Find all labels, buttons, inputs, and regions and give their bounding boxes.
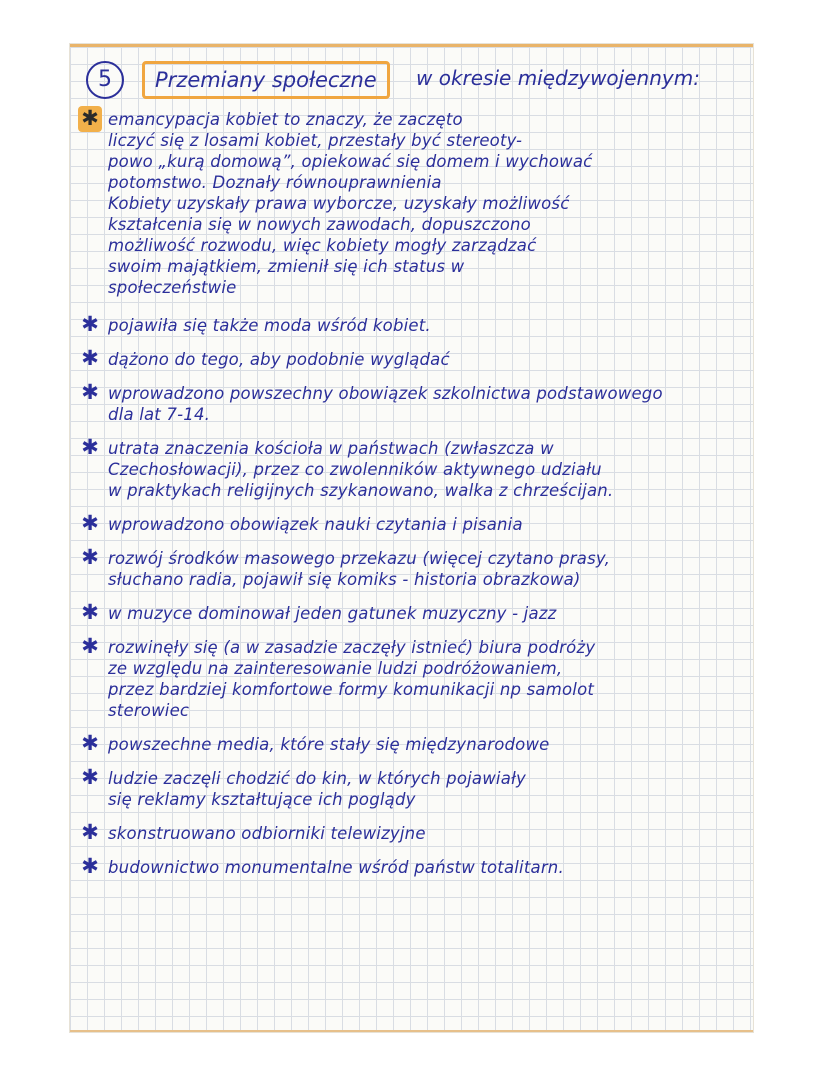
list-item [76,820,746,844]
asterisk-bullet-icon: ✱ [81,435,99,459]
asterisk-bullet-icon: ✱ [81,634,99,658]
asterisk-bullet-icon: ✱ [81,600,99,624]
list-item [76,765,746,810]
list-item [76,731,746,755]
list-item [76,634,746,721]
list-item [76,600,746,624]
list-item [76,854,746,878]
list-item-text: utrata znaczenia kościoła w państwach (zwłaszcza w Czechosłowacji), przez co zwolenników aktywnego udziału w praktykach religijnych szykanowano, walka z chrześcijan. [108,439,614,500]
list-item-text: powszechne media, które stały się międzynarodowe [108,735,550,754]
section-number: 5 [86,61,124,99]
list-item-text: dążono do tego, aby podobnie wyglądać [108,350,450,369]
asterisk-bullet-icon: ✱ [81,545,99,569]
asterisk-bullet-icon: ✱ [81,312,99,336]
list-item-text: pojawiła się także moda wśród kobiet. [108,316,431,335]
notes-list [76,106,746,891]
asterisk-bullet-icon: ✱ [81,820,99,844]
title-continuation: w okresie międzywojennym: [416,66,700,90]
list-item-text: w muzyce dominował jeden gatunek muzyczny - jazz [108,604,557,623]
list-item-text: wprowadzono obowiązek nauki czytania i pisania [108,515,523,534]
page-header [86,61,746,107]
list-item [76,545,746,590]
list-item [76,106,746,298]
asterisk-bullet-icon: ✱ [81,765,99,789]
asterisk-bullet-icon: ✱ [81,511,99,535]
list-item [76,380,746,425]
list-item-text: budownictwo monumentalne wśród państw totalitarn. [108,858,564,877]
list-item [76,435,746,501]
list-item-text: emancypacja kobiet to znaczy, że zaczęto liczyć się z losami kobiet, przestały być stereoty- powo „kurą domową”, opiekować się domem i wychować potomstwo. Doznały równouprawnienia Kobiety uzyskały prawa wyborcze, uzyskały możliwość kształcenia się w nowych zawodach, dopuszczono możliwość rozwodu, więc kobiety mogły zarządzać swoim majątkiem, zmienił się ich status w społeczeństwie [108,110,593,297]
notebook-page [70,44,753,1032]
list-item-text: rozwinęły się (a w zasadzie zaczęły istnieć) biura podróży ze względu na zainteresowanie ludzi podróżowaniem, przez bardziej komfortowe formy komunikacji np samolot sterowiec [108,638,596,720]
asterisk-bullet-icon: ✱ [78,106,102,132]
list-item [76,511,746,535]
list-item-text: ludzie zaczęli chodzić do kin, w których pojawiały się reklamy kształtujące ich poglądy [108,769,526,809]
asterisk-bullet-icon: ✱ [81,731,99,755]
list-item [76,346,746,370]
list-item-text: skonstruowano odbiorniki telewizyjne [108,824,426,843]
asterisk-bullet-icon: ✱ [81,854,99,878]
asterisk-bullet-icon: ✱ [81,380,99,404]
list-item-text: rozwój środków masowego przekazu (więcej czytano prasy, słuchano radia, pojawił się komiks - historia obrazkowa) [108,549,611,589]
list-item [76,312,746,336]
asterisk-bullet-icon: ✱ [81,346,99,370]
list-item-text: wprowadzono powszechny obowiązek szkolnictwa podstawowego dla lat 7-14. [108,384,663,424]
highlighted-title: Przemiany społeczne [142,61,390,99]
